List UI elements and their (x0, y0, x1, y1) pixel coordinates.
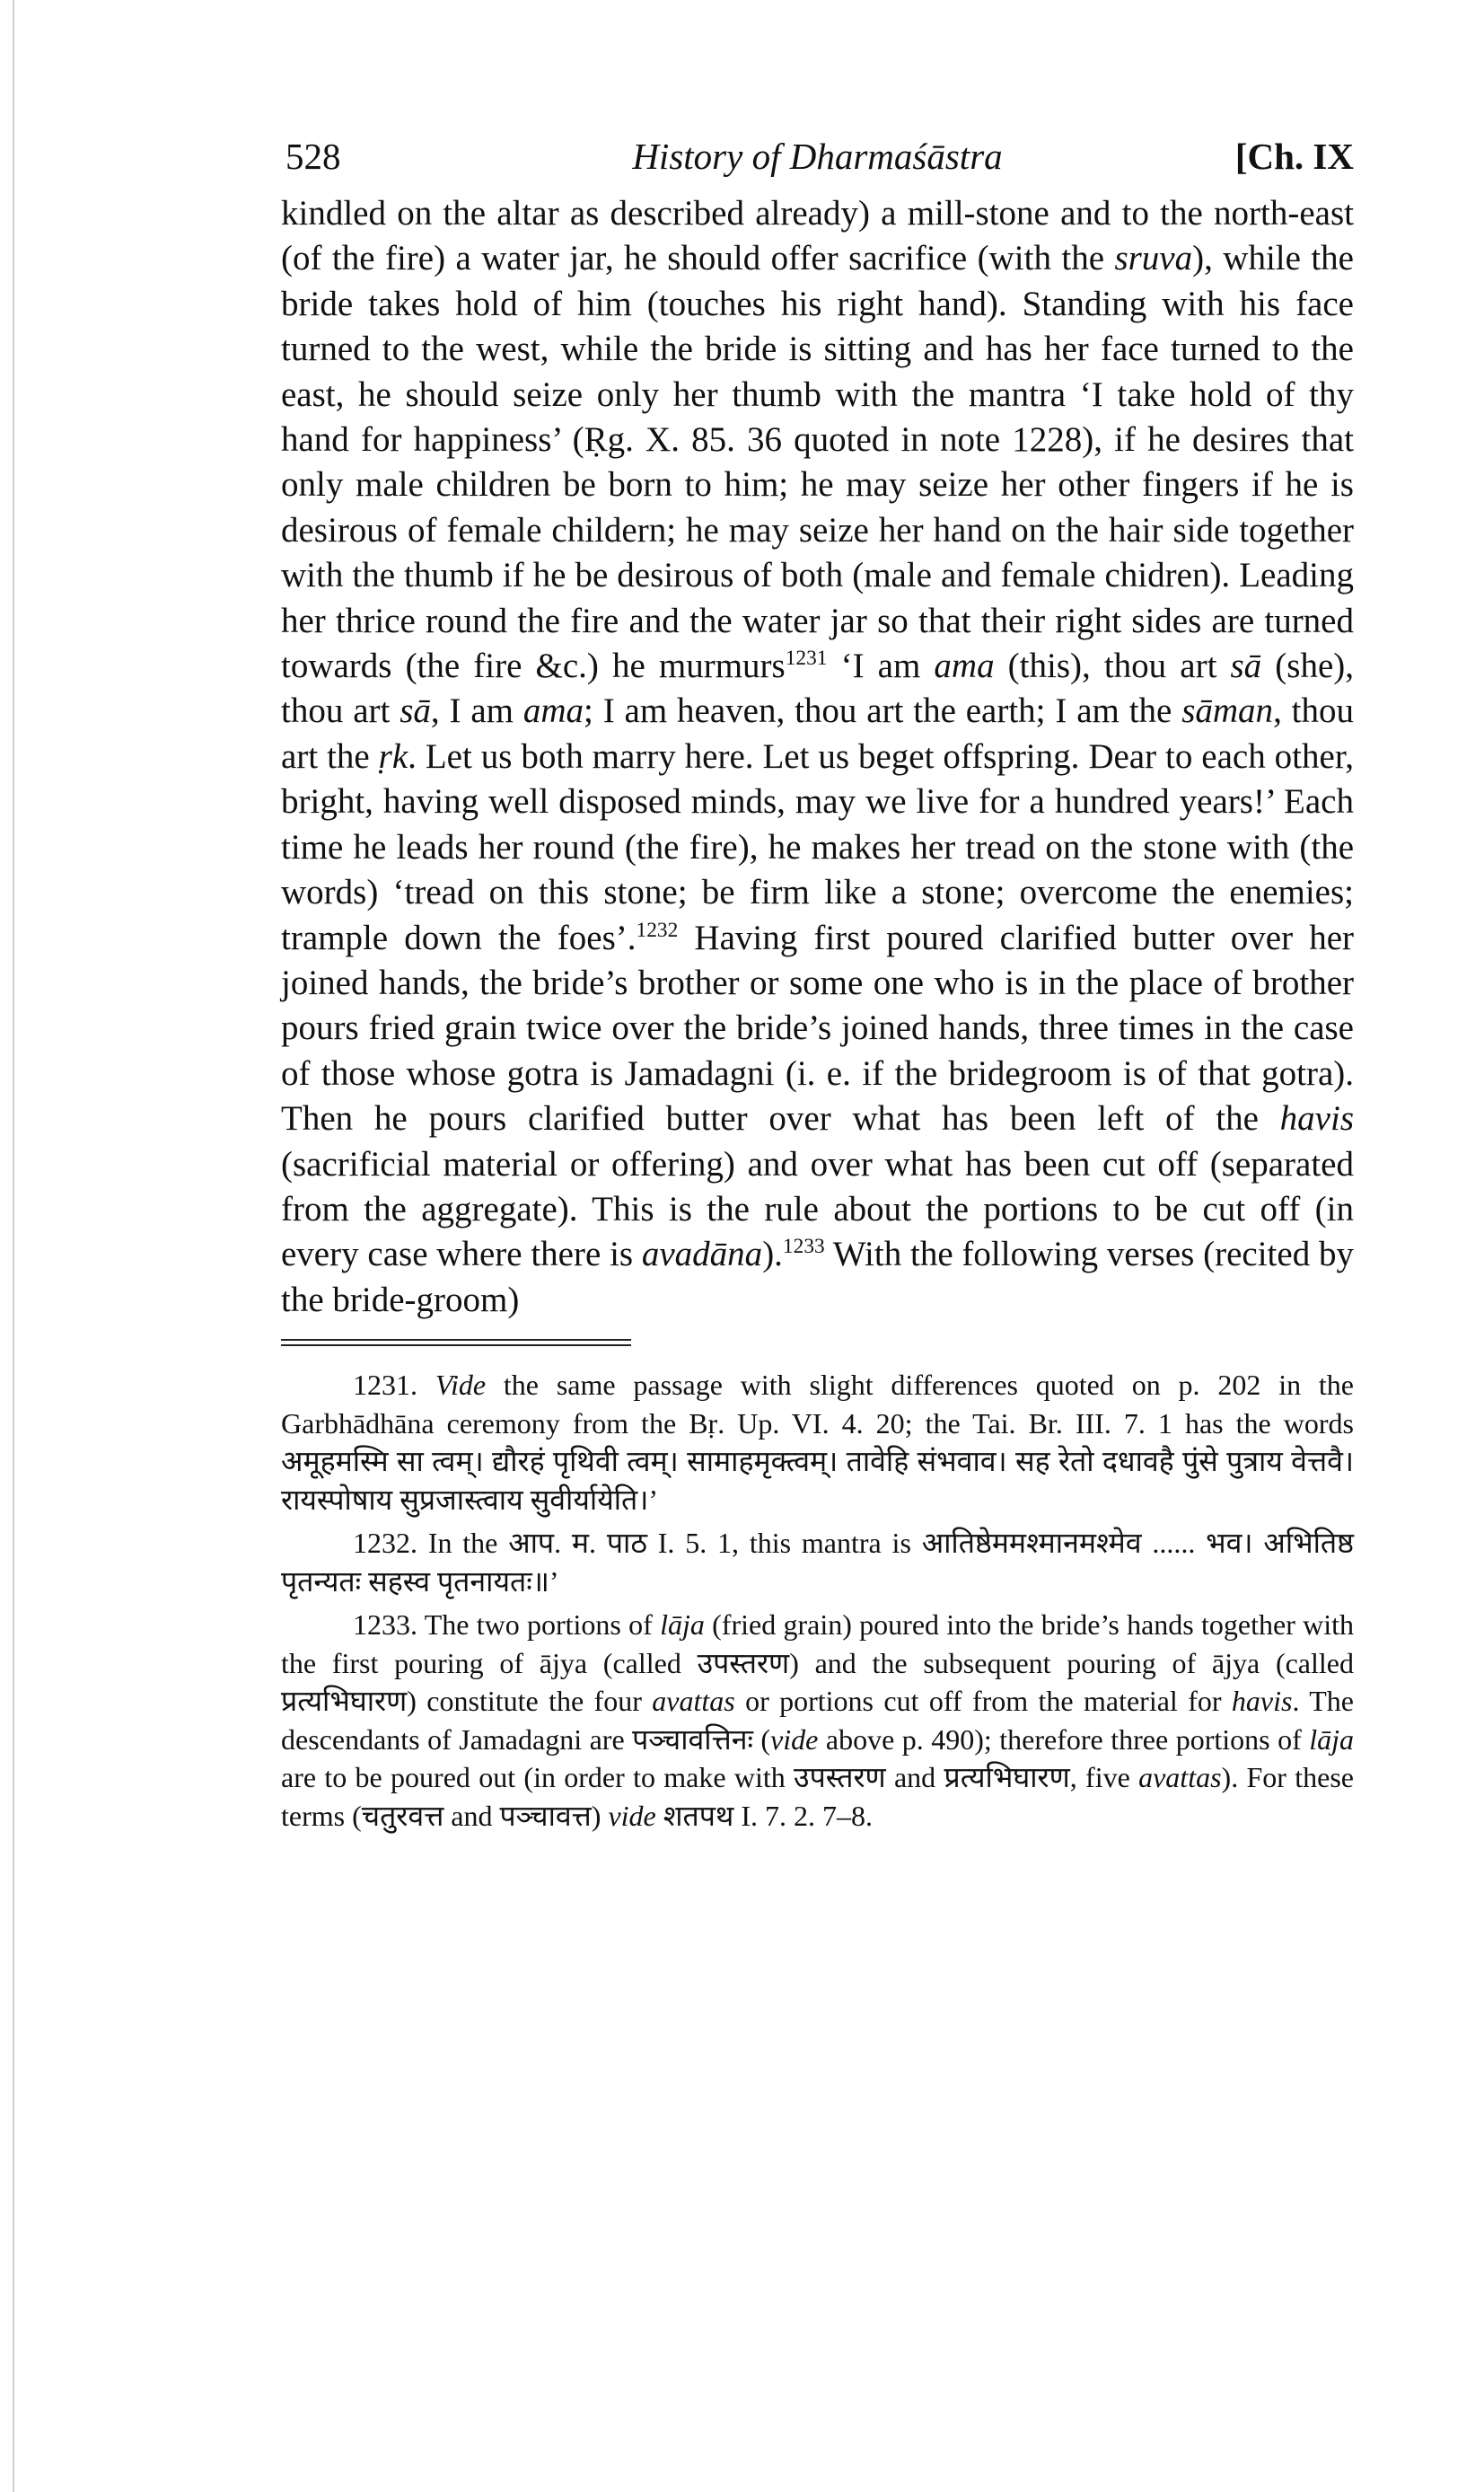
footnote-ref-1233: 1233 (782, 1235, 825, 1259)
footnote-1232: 1232. In the आप. म. पाठ I. 5. 1, this mantra is आतिष्ठेममश्मानमश्मेव ...... भव। अभितिष्ठ पृतन्यतः सहस्व पृतनायतः॥’ (281, 1527, 1354, 1598)
running-title: History of Dharmaśāstra (632, 136, 1003, 177)
footnote-separator (281, 1339, 631, 1346)
footnote-1231: 1231. Vide the same passage with slight differences quoted on p. 202 in the Garbhādhāna ceremony from the Bṛ. Up. VI. 4. 20; the Tai. Br. III. 7. 1 has the words अमूहमस्मि सा त्वम्। द्यौरहं पृथिवी त्वम्। सामाहमृक्त्वम्। तावेहि संभवाव। सह रेतो दधावहै पुंसे पुत्राय वेत्तवै। रायस्पोषाय सुप्रजास्त्वाय सुवीर्यायेति।’ (281, 1369, 1355, 1516)
chapter-label: [Ch. IX (1234, 136, 1354, 177)
footnote-ref-1232: 1232 (636, 918, 679, 942)
footnote-number: 1232. (353, 1527, 417, 1560)
page-header (281, 135, 1354, 189)
body-paragraph: kindled on the altar as described already) a mill-stone and to the north-east (of the fire) a water jar, he should offer sacrifice (with the sruva), while the bride takes hold of him (touches his right hand). Standing with his face turned to the west, while the bride is sitting and has her face turned to the east, he should seize only her thumb with the mantra ‘I take hold of thy hand for happiness’ (Ṛg. X. 85. 36 quoted in note 1228), if he desires that only male children be born to him; he may seize her other fingers if he is desirous of female childern; he may seize her hand on the hair side together with the thumb if he be desirous of both (male and female chidren). Leading her thrice round the fire and the water jar so that their right sides are turned towards (the fire &c.) he murmurs$^{1231}$ ‘I am ama (this), thou art sā (she), thou art sā, I am ama; I am heaven, thou art the earth; I am the sāman, thou art the ṛk. Let us both marry here. Let us beget offspring. Dear to each other, bright, having well disposed minds, may we live for a hundred years!’ Each time he leads her round (the fire), he makes her tread on the stone with (the words) ‘tread on this stone; be firm like a stone; overcome the enemies; trample down the foes’.$^{1232}$ Having first poured clarified butter over her joined hands, the bride’s brother or some one who is in the place of brother pours fried grain twice over the bride’s joined hands, three times in the case of those whose gotra is Jamadagni (i. e. if the bridegroom is of that gotra). Then he pours clarified butter over what has been left of the havis (sacrificial material or offering) and over what has been cut off (separated from the aggregate). This is the rule about the portions to be cut off (in every case where there is avadāna).$^{1233}$ With the following verses (recited by the bride-groom) (281, 194, 1355, 1319)
footnote-number: 1233. (353, 1608, 417, 1642)
document-page (281, 135, 1354, 1835)
page-number: 528 (285, 136, 341, 177)
footnote-number: 1231. (353, 1369, 417, 1402)
body-text (281, 191, 1354, 1323)
footnote-1233: 1233. The two portions of lāja (fried grain) poured into the bride’s hands together with the first pouring of ājya (called उपस्तरण) and the subsequent pouring of ājya (called प्रत्यभिघारण) constitute the four avattas or portions cut off from the material for havis. The descendants of Jamadagni are पञ्चावत्तिनः (vide above p. 490); therefore three portions of lāja are to be poured out (in order to make with उपस्तरण and प्रत्यभिघारण, five avattas). For these terms (चतुरवत्त and पञ्चावत्त) vide शतपथ I. 7. 2. 7–8. (281, 1608, 1355, 1832)
footnote-ref-1231: 1231 (785, 647, 828, 671)
page-edge-line (13, 0, 14, 2492)
